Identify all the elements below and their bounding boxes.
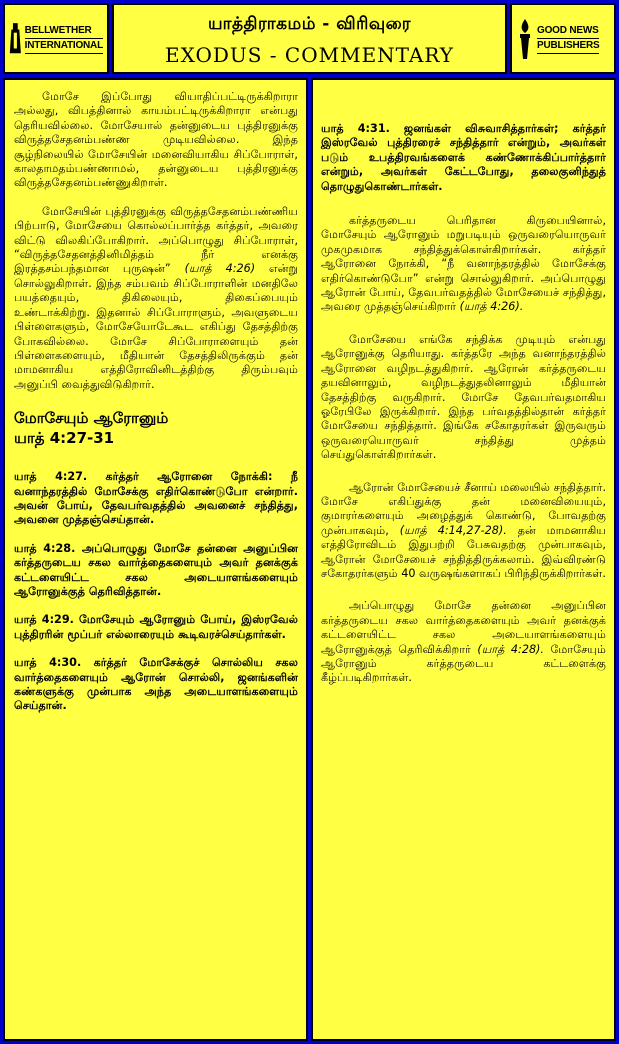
verse-4-29: யாத் 4:29. மோசேயும் ஆரோனும் போய், இஸ்ரவேல் புத்திரரின் மூப்பர் எல்லாரையும் கூடிவரச்செய்தார்கள். xyxy=(14,613,298,641)
left-paragraph-2-rest: என்று சொல்லுகிறாள். இந்த சம்பவம் சிப்போராளின் மனதிலே பயத்தையும், திகிலையும், திகைப்பையும் உண்டாக்கிற்று. இதனால் சிப்போராளும், அவளுடைய பிள்ளைகளும், மோசேயோடேகூட எகிப்து தேசத்திற்கு போகவில்லை. மோசே சிப்போராளையும் தன் பிள்ளைகளையும், மீதியான் தேசத்திலிருக்கும் தன் மாமனாகிய எத்திரோவினிடத்திற்கு திரும்பவும் அனுப்பி வைத்துவிடுகிறார். xyxy=(14,262,298,391)
page-header xyxy=(3,3,616,74)
left-paragraph-2 xyxy=(14,205,298,392)
title-tamil: யாத்திராகமம் - விரிவுரை xyxy=(208,14,411,34)
verse-4-31: யாத் 4:31. ஜனங்கள் விசுவாசித்தார்கள்; கர்த்தர் இஸ்ரவேல் புத்திரரைச் சந்தித்தார் என்றும், அவர்கள் படும் உபத்திரவங்களைக் கண்ணோக்கிப்பார்த்தார் என்றும், அவர்கள் கேட்டபோது, தலைகுனிந்துத் தொழுதுகொண்டார்கள். xyxy=(321,122,606,193)
torch-icon xyxy=(516,17,534,61)
title-english: EXODUS - COMMENTARY xyxy=(164,43,455,67)
verse-ref: (யாத் 4:26). xyxy=(459,300,524,314)
section-heading xyxy=(14,408,298,448)
right-paragraph-1-text: கர்த்தருடைய பெரிதான கிருபையினால், மோசேயும் ஆரோனும் மறுபடியும் ஒருவரையொருவர் முகமுகமாக சந்தித்துக்கொள்கிறார்கள். கர்த்தர் ஆரோனை நோக்கி, “நீ வனாந்தரத்தில் மோசேக்கு எதிர்கொண்டுபோ” என்று சொல்லுகிறார். அப்பொழுது ஆரோன் போய், தேவபர்வதத்தில் மோசேயைச் சந்தித்து, அவரை முத்தஞ்செய்கிறார் xyxy=(321,214,606,314)
title-box xyxy=(112,3,507,74)
right-paragraph-4-text: அப்பொழுது மோசே தன்னை அனுப்பின கர்த்தருடைய சகல வார்த்தைகளையும் அவர் தனக்குக் கட்டளையிட்ட சகல அடையாளங்களையும் ஆரோனுக்குத் தெரிவிக்கிறார் xyxy=(321,599,606,656)
right-paragraph-4 xyxy=(321,599,606,685)
logo-right-line1: GOOD NEWS xyxy=(537,24,599,39)
left-paragraph-1: மோசே இப்போது வியாதிப்பட்டிருக்கிறாரா அல்லது, விபத்தினால் காயம்பட்டிருக்கிறாரா என்பது தெரியவில்லை. மோசேயால் தன்னுடைய புத்திரனுக்கு விருத்தசேதனம்பண்ண முடியவில்லை. இந்த சூழ்நிலையில் மோசேயின் மனைவியாகிய சிப்போராள், காலதாமதம்பண்ணாமல், தன்னுடைய புத்திரனுக்கு விருத்தசேதனம்பண்ணுகிறாள். xyxy=(14,90,298,190)
section-heading-ref: யாத் 4:27-31 xyxy=(14,429,115,448)
verse-4-27: யாத் 4:27. கர்த்தர் ஆரோனை நோக்கி: நீ வனாந்தரத்தில் மோசேக்கு எதிர்கொண்டுபோ என்றார். அவன் போய், தேவபர்வதத்தில் அவனைச் சந்தித்து, அவனை முத்தஞ்செய்தான். xyxy=(14,470,298,527)
right-paragraph-3-text: ஆரோன் மோசேயைச் சீனாய் மலையில் சந்தித்தார். மோசே எகிப்துக்கு தன் மனைவியையும், குமாரர்களையும் அழைத்துக் கொண்டு, போவதற்கு முன்பாகவும், xyxy=(321,480,606,537)
right-paragraph-4-rest: மோசேயும் ஆரோனும் கர்த்தருடைய கட்டளைக்கு கீழ்ப்படிகிறார்கள். xyxy=(321,642,606,685)
verse-ref: (யாத் 4:14,27-28). xyxy=(399,523,507,537)
right-column xyxy=(311,78,616,1041)
right-paragraph-1 xyxy=(321,214,606,315)
bellwether-logo xyxy=(3,3,109,74)
verse-4-28: யாத் 4:28. அப்பொழுது மோசே தன்னை அனுப்பின கர்த்தருடைய சகல வார்த்தைகளையும் அவர் தனக்குக் கட்டளையிட்ட சகல அடையாளங்களையும் ஆரோனுக்குத் தெரிவித்தான். xyxy=(14,541,298,598)
verse-ref: (யாத் 4:26) xyxy=(184,262,256,276)
verse-ref: (யாத் 4:28). xyxy=(477,642,544,656)
bellwether-icon xyxy=(9,17,22,61)
section-heading-title: மோசேயும் ஆரோனும் xyxy=(14,409,169,428)
logo-right-line2: PUBLISHERS xyxy=(537,39,599,54)
right-paragraph-3-rest: தன் மாமனாகிய எத்திரோவிடம் இதுபற்றி பேசுவதற்கு முன்பாகவும், ஆரோன் மோசேயைச் சந்தித்திருக்கலாம். இவ்விரண்டு சகோதரர்களும் 40 வருஷங்களாகப் பிரிந்திருக்கிறார்கள். xyxy=(321,523,606,580)
left-paragraph-2-text: மோசேயின் புத்திரனுக்கு விருத்தசேதனம்பண்ணிய பிற்பாடு, மோசேயை கொல்லப்பார்த்த கர்த்தர், அவரை விட்டு விலகிப்போகிறார். அப்பொழுது சிப்போராள், “விருத்தசேதனத்தினிமித்தம் நீர் எனக்கு இரத்தசம்பந்தமான புருஷன்” xyxy=(14,204,298,276)
right-paragraph-2: மோசேயை எங்கே சந்திக்க முடியும் என்பது ஆரோனுக்கு தெரியாது. கர்த்தரே அந்த வனாந்தரத்தில் ஆரோனை வழிநடத்துகிறார். ஆரோன் கர்த்தருடைய தயவினாலும், வழிநடத்துதலினாலும் மீதியான் தேசத்திற்கு வருகிறார். மோசே தேவபர்வதமாகிய ஓரேபிலே இருக்கிறார். இந்த பர்வதத்தில்தான் கர்த்தர் மோசேயை சந்தித்தார். இங்கே சகோதரர்கள் இருவரும் ஒருவரையொருவர் சந்தித்து முத்தம் செய்துகொள்கிறார்கள். xyxy=(321,332,606,462)
right-paragraph-3 xyxy=(321,481,606,582)
logo-left-line2: INTERNATIONAL xyxy=(25,39,103,54)
verse-4-30: யாத் 4:30. கர்த்தர் மோசேக்குச் சொல்லிய சகல வார்த்தைகளையும் ஆரோன் சொல்லி, ஜனங்களின் கண்களுக்கு முன்பாக அந்த அடையாளங்களையும் செய்தான். xyxy=(14,656,298,713)
good-news-logo xyxy=(510,3,616,74)
logo-left-line1: BELLWETHER xyxy=(25,24,103,39)
left-column xyxy=(3,78,308,1041)
